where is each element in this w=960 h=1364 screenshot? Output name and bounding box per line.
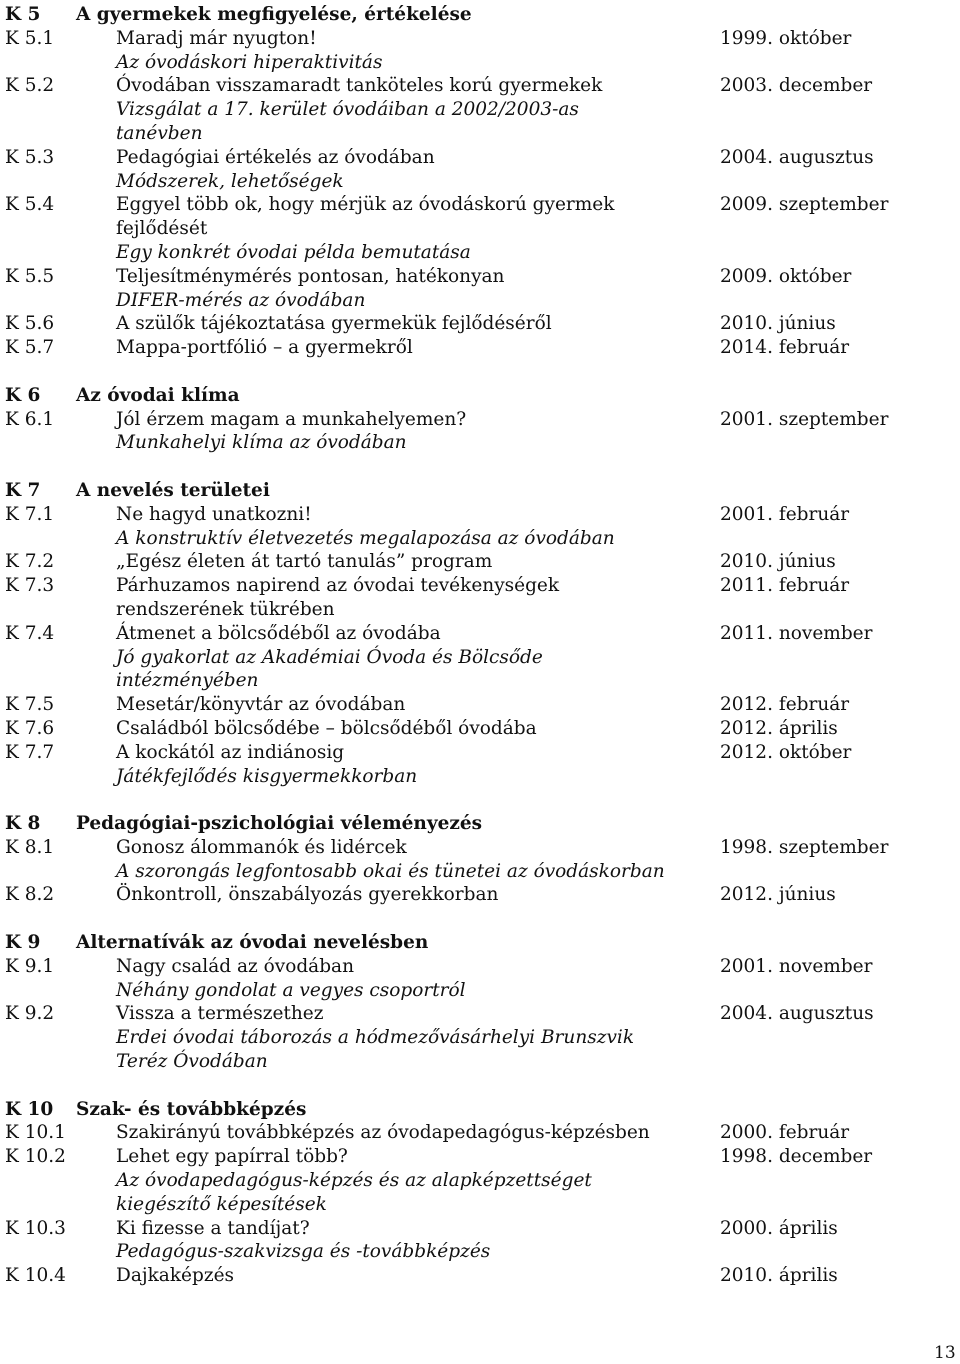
publication-title: Jól érzem magam a munkahelyemen? xyxy=(116,408,467,430)
section-heading xyxy=(0,931,960,955)
publication-code: K 5.1 xyxy=(5,27,55,49)
publication-subtitle-row xyxy=(0,1169,960,1193)
publication-title-continuation: fejlődését xyxy=(116,218,208,240)
publication-subtitle: Módszerek, lehetőségek xyxy=(116,170,344,192)
publication-row xyxy=(0,717,960,741)
publication-date: 2011. február xyxy=(720,575,850,597)
publication-subtitle: Játékfejlődés kisgyermekkorban xyxy=(116,765,418,787)
section-title: Alternatívák az óvodai nevelésben xyxy=(76,932,429,954)
publication-title: Párhuzamos napirend az óvodai tevékenységek xyxy=(116,575,560,597)
publication-subtitle-row xyxy=(0,1193,960,1217)
publication-subtitle: Teréz Óvodában xyxy=(116,1051,268,1073)
section-code: K 7 xyxy=(5,479,41,501)
publication-title: Szakirányú továbbképzés az óvodapedagógus-képzésben xyxy=(116,1122,650,1144)
publication-row xyxy=(0,336,960,360)
publication-title-continuation-row xyxy=(0,217,960,241)
publication-subtitle-row xyxy=(0,170,960,194)
page-number: 13 xyxy=(934,1343,956,1363)
publication-date: 2012. április xyxy=(720,717,838,739)
publication-code: K 9.2 xyxy=(5,1003,55,1025)
publication-date: 1998. december xyxy=(720,1146,873,1168)
publication-row xyxy=(0,622,960,646)
publication-row xyxy=(0,1264,960,1288)
publication-subtitle-row xyxy=(0,289,960,313)
publication-title: Mesetár/könyvtár az óvodában xyxy=(116,694,406,716)
section-title: Pedagógiai-pszichológiai véleményezés xyxy=(76,813,483,835)
publication-row xyxy=(0,408,960,432)
section-spacer xyxy=(0,455,960,479)
publication-code: K 5.5 xyxy=(5,265,55,287)
publication-code: K 9.1 xyxy=(5,955,55,977)
section-code: K 6 xyxy=(5,384,41,406)
publication-title: Önkontroll, önszabályozás gyerekkorban xyxy=(116,884,499,906)
publication-subtitle-row xyxy=(0,1240,960,1264)
publication-subtitle-row xyxy=(0,51,960,75)
publication-subtitle: Erdei óvodai táborozás a hódmezővásárhelyi Brunszvik xyxy=(116,1027,635,1049)
publication-date: 2009. szeptember xyxy=(720,194,889,216)
publication-row xyxy=(0,27,960,51)
publication-title: Átmenet a bölcsődéből az óvodába xyxy=(116,622,441,644)
publication-row xyxy=(0,146,960,170)
section-spacer xyxy=(0,1074,960,1098)
publication-subtitle-row xyxy=(0,122,960,146)
publication-subtitle: A szorongás legfontosabb okai és tünetei az óvodáskorban xyxy=(116,860,665,882)
section-title: A gyermekek megfigyelése, értékelése xyxy=(76,4,472,25)
publication-row xyxy=(0,1217,960,1241)
publication-row xyxy=(0,883,960,907)
publication-title: Ki fizesse a tandíjat? xyxy=(116,1217,310,1239)
publication-code: K 7.4 xyxy=(5,622,55,644)
publication-subtitle-row xyxy=(0,765,960,789)
section-title: A nevelés területei xyxy=(76,479,270,501)
publication-subtitle-row xyxy=(0,431,960,455)
publication-subtitle-row xyxy=(0,979,960,1003)
publication-code: K 8.1 xyxy=(5,836,55,858)
publication-date: 2010. június xyxy=(720,313,836,335)
publication-title: „Egész életen át tartó tanulás” program xyxy=(116,551,493,573)
publication-date: 2012. június xyxy=(720,884,836,906)
publication-title: A szülők tájékoztatása gyermekük fejlődéséről xyxy=(116,313,552,335)
publication-code: K 7.1 xyxy=(5,503,55,525)
publication-code: K 5.4 xyxy=(5,194,55,216)
publication-code: K 5.2 xyxy=(5,75,55,97)
publication-subtitle-row xyxy=(0,860,960,884)
publication-code: K 10.3 xyxy=(5,1217,66,1239)
publication-row xyxy=(0,1145,960,1169)
section-code: K 9 xyxy=(5,932,41,954)
publication-code: K 7.2 xyxy=(5,551,55,573)
publication-title-continuation: rendszerének tükrében xyxy=(116,598,335,620)
publication-code: K 5.6 xyxy=(5,313,55,335)
publication-date: 2010. április xyxy=(720,1265,838,1287)
publication-row xyxy=(0,550,960,574)
section-spacer xyxy=(0,360,960,384)
section-title: Az óvodai klíma xyxy=(76,384,240,406)
publication-row xyxy=(0,1121,960,1145)
section-heading xyxy=(0,3,960,27)
publication-subtitle-row xyxy=(0,241,960,265)
publication-subtitle: Az óvodáskori hiperaktivitás xyxy=(116,51,383,73)
publication-subtitle-row xyxy=(0,646,960,670)
publication-title: A kockától az indiánosig xyxy=(116,741,345,763)
publication-row xyxy=(0,1002,960,1026)
publication-title: Teljesítménymérés pontosan, hatékonyan xyxy=(116,265,505,287)
publication-title: Eggyel több ok, hogy mérjük az óvodáskorú gyermek xyxy=(116,194,615,216)
publication-title: Óvodában visszamaradt tanköteles korú gyermekek xyxy=(116,75,603,97)
publication-code: K 8.2 xyxy=(5,884,55,906)
publication-date: 2009. október xyxy=(720,265,852,287)
publication-date: 2000. április xyxy=(720,1217,838,1239)
section-spacer xyxy=(0,788,960,812)
publication-row xyxy=(0,74,960,98)
publication-title: Lehet egy papírral több? xyxy=(116,1146,348,1168)
publication-date: 2004. augusztus xyxy=(720,146,874,168)
publication-date: 2000. február xyxy=(720,1122,850,1144)
section-heading xyxy=(0,384,960,408)
publication-code: K 7.7 xyxy=(5,741,55,763)
publication-title: Ne hagyd unatkozni! xyxy=(116,503,312,525)
publication-subtitle: kiegészítő képesítések xyxy=(116,1193,327,1215)
publication-list xyxy=(0,3,960,1288)
publication-date: 2012. október xyxy=(720,741,852,763)
publication-row xyxy=(0,193,960,217)
publication-code: K 7.6 xyxy=(5,717,55,739)
section-code: K 5 xyxy=(5,4,41,25)
publication-date: 2001. február xyxy=(720,503,850,525)
publication-date: 2014. február xyxy=(720,337,850,359)
publication-row xyxy=(0,312,960,336)
publication-subtitle-row xyxy=(0,669,960,693)
publication-row xyxy=(0,836,960,860)
publication-title: Családból bölcsődébe – bölcsődéből óvodába xyxy=(116,717,537,739)
publication-date: 1999. október xyxy=(720,27,852,49)
publication-subtitle-row xyxy=(0,1026,960,1050)
publication-code: K 10.1 xyxy=(5,1122,66,1144)
publication-subtitle-row xyxy=(0,1050,960,1074)
section-code: K 10 xyxy=(5,1098,54,1120)
section-title: Szak- és továbbképzés xyxy=(76,1098,307,1120)
publication-title-continuation-row xyxy=(0,598,960,622)
section-spacer xyxy=(0,907,960,931)
publication-date: 2004. augusztus xyxy=(720,1003,874,1025)
publication-title: Mappa-portfólió – a gyermekről xyxy=(116,337,413,359)
publication-code: K 7.5 xyxy=(5,694,55,716)
publication-subtitle: Egy konkrét óvodai példa bemutatása xyxy=(116,241,471,263)
publication-date: 2003. december xyxy=(720,75,873,97)
publication-code: K 10.2 xyxy=(5,1146,66,1168)
publication-date: 2012. február xyxy=(720,694,850,716)
publication-date: 2001. november xyxy=(720,955,873,977)
section-heading xyxy=(0,479,960,503)
section-heading xyxy=(0,1098,960,1122)
publication-subtitle: Néhány gondolat a vegyes csoportról xyxy=(116,979,466,1001)
publication-code: K 5.7 xyxy=(5,337,55,359)
publication-code: K 7.3 xyxy=(5,575,55,597)
publication-date: 2011. november xyxy=(720,622,873,644)
publication-title: Pedagógiai értékelés az óvodában xyxy=(116,146,435,168)
publication-date: 2010. június xyxy=(720,551,836,573)
publication-subtitle: Jó gyakorlat az Akadémiai Óvoda és Bölcsőde xyxy=(116,646,543,668)
section-code: K 8 xyxy=(5,813,41,835)
publication-subtitle: tanévben xyxy=(116,122,203,144)
publication-subtitle-row xyxy=(0,98,960,122)
publication-subtitle: Munkahelyi klíma az óvodában xyxy=(116,432,407,454)
publication-row xyxy=(0,741,960,765)
publication-code: K 10.4 xyxy=(5,1265,66,1287)
publication-code: K 6.1 xyxy=(5,408,55,430)
publication-row xyxy=(0,574,960,598)
publication-subtitle-row xyxy=(0,527,960,551)
publication-subtitle: Pedagógus-szakvizsga és -továbbképzés xyxy=(116,1241,491,1263)
publication-subtitle: intézményében xyxy=(116,670,259,692)
section-heading xyxy=(0,812,960,836)
publication-row xyxy=(0,503,960,527)
publication-title: Maradj már nyugton! xyxy=(116,27,317,49)
publication-code: K 5.3 xyxy=(5,146,55,168)
publication-date: 2001. szeptember xyxy=(720,408,889,430)
publication-subtitle: A konstruktív életvezetés megalapozása az óvodában xyxy=(116,527,615,549)
publication-title: Dajkaképzés xyxy=(116,1265,235,1287)
publication-title: Vissza a természethez xyxy=(116,1003,324,1025)
publication-subtitle: DIFER-mérés az óvodában xyxy=(116,289,366,311)
publication-row xyxy=(0,265,960,289)
publication-subtitle: Vizsgálat a 17. kerület óvodáiban a 2002/2003-as xyxy=(116,99,579,121)
publication-row xyxy=(0,955,960,979)
publication-date: 1998. szeptember xyxy=(720,836,889,858)
publication-row xyxy=(0,693,960,717)
publication-title: Gonosz álommanók és lidércek xyxy=(116,836,407,858)
publication-subtitle: Az óvodapedagógus-képzés és az alapképzettséget xyxy=(116,1170,592,1192)
publication-title: Nagy család az óvodában xyxy=(116,955,354,977)
